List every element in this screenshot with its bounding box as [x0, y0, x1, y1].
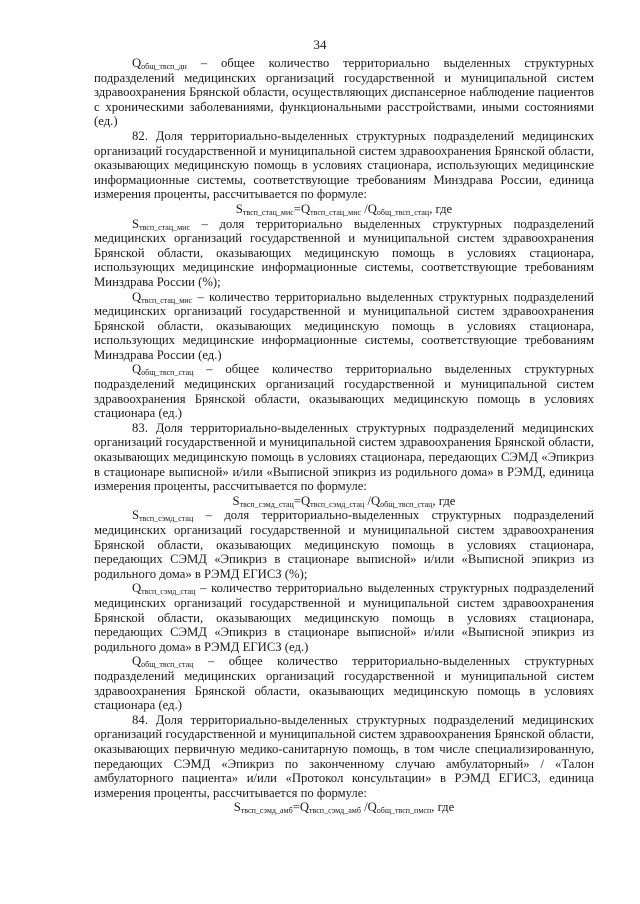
- numbered-paragraph: [94, 129, 594, 202]
- formula: [94, 800, 594, 815]
- formula-symbol: S: [232, 493, 240, 508]
- paragraph-text: 84. Доля территориально-выделенных структурных подразделений медицинских организаций государственной и муниципальной систем здравоохранения Брянской области, оказывающих первичную медико-санитарную помощь, в том числе специализированную, передающих СЭМД «Эпикриз по законченному случаю амбулаторный» / «Талон амбулаторного пациента» и/или «Протокол консультации» в РЭМД ЕГИСЗ, единица измерения проценты, рассчитывается по формуле:: [94, 712, 594, 800]
- formula-symbol: =Q: [293, 201, 311, 216]
- variable-definition: [94, 56, 594, 129]
- paragraph-text: – общее количество территориально выделенных структурных подразделений медицинских организаций государственной и муниципальной систем здравоохранения Брянской области, осуществляющих диспансерное наблюдение пациентов с хроническими заболеваниями, функциональными расстройствами, иными состояниями (ед.): [94, 56, 594, 129]
- variable-definition: [94, 217, 594, 290]
- variable-definition: [94, 290, 594, 363]
- variable-subscript: общ_твсп_стац: [141, 660, 194, 670]
- numbered-paragraph: [94, 713, 594, 801]
- formula-subscript: твсп_стац_мис: [310, 207, 362, 217]
- formula-subscript: твсп_сэмд_амб: [309, 806, 361, 816]
- formula-subscript: твсп_сэмд_стац: [310, 499, 365, 509]
- formula-symbol: /Q: [360, 800, 377, 815]
- variable-subscript: твсп_стац_мис: [139, 222, 190, 232]
- paragraph-text: – количество территориально выделенных структурных подразделений медицинских организаций государственной и муниципальной систем здравоохранения Брянской области, оказывающих медицинскую помощь в условиях стационара, передающих СЭМД «Эпикриз в стационаре выписной» и/или «Выписной эпикриз из родильного дома» в РЭМД ЕГИСЗ (ед.): [94, 581, 594, 654]
- variable-subscript: твсп_стац_мис: [141, 295, 193, 305]
- formula-subscript: твсп_сэмд_стац: [239, 499, 294, 509]
- variable-subscript: общ_твсп_дн: [141, 62, 187, 71]
- variable-symbol: Q: [132, 581, 142, 596]
- formula-subscript: общ_твсп_пмсп: [376, 806, 432, 816]
- paragraph-text: 83. Доля территориально-выделенных структурных подразделений медицинских организаций государственной и муниципальной систем здравоохранения Брянской области, оказывающих медицинскую помощь в условиях стационара, передающих СЭМД «Эпикриз в стационаре выписной» и/или «Выписной эпикриз из родильного дома» в РЭМД, единица измерения проценты, рассчитывается по формуле:: [94, 420, 594, 494]
- formula-symbol: /Q: [361, 201, 377, 216]
- formula-symbol: /Q: [364, 493, 381, 508]
- formula-symbol: S: [233, 800, 241, 815]
- variable-subscript: общ_твсп_стац: [141, 368, 194, 378]
- formula-subscript: твсп_сэмд_амб: [240, 806, 293, 816]
- variable-definition: [94, 508, 594, 581]
- variable-symbol: S: [132, 508, 140, 523]
- formula-subscript: твсп_стац_мис: [242, 207, 294, 217]
- formula: [94, 202, 594, 217]
- paragraph-text: – общее количество территориально-выделенных структурных подразделений медицинских организаций государственной и муниципальной систем здравоохранения Брянской области, оказывающих медицинскую помощь в условиях стационара (ед.): [94, 654, 594, 713]
- formula-symbol: =Q: [292, 800, 310, 815]
- paragraph-text: 82. Доля территориально-выделенных структурных подразделений медицинских организаций государственной и муниципальной систем здравоохранения Брянской области, оказывающих медицинскую помощь в условиях стационара, использующих медицинские информационные системы, соответствующие требованиям Минздрава России, единица измерения проценты, рассчитывается по формуле:: [94, 128, 594, 202]
- formula-symbol: S: [235, 201, 243, 216]
- variable-definition: [94, 654, 594, 712]
- formula-subscript: общ_твсп_стац: [376, 207, 430, 217]
- formula: [94, 494, 594, 509]
- formula-subscript: общ_твсп_стац: [380, 499, 433, 509]
- document-body: [94, 56, 594, 815]
- variable-definition: [94, 581, 594, 654]
- variable-definition: [94, 362, 594, 420]
- formula-tail: , где: [429, 201, 453, 216]
- formula-tail: , где: [431, 800, 455, 815]
- paragraph-text: – количество территориально выделенных структурных подразделений медицинских организаций государственной и муниципальной систем здравоохранения Брянской области, оказывающих медицинскую помощь в условиях стационара, использующих медицинские информационные системы, соответствующие требованиям Минздрава России (ед.): [94, 289, 594, 362]
- paragraph-text: – доля территориально выделенных структурных подразделений медицинских организаций государственной и муниципальной систем здравоохранения Брянской области, оказывающих медицинскую помощь в условиях стационара, использующих медицинские информационные системы, соответствующие требованиям Минздрава России (%);: [94, 216, 594, 289]
- variable-symbol: Q: [132, 289, 142, 304]
- variable-symbol: Q: [132, 56, 142, 70]
- variable-subscript: твсп_сэмд_стац: [139, 514, 194, 524]
- formula-symbol: =Q: [293, 493, 311, 508]
- paragraph-text: – общее количество территориально выделенных структурных подразделений медицинских организаций государственной и муниципальной систем здравоохранения Брянской области, оказывающих медицинскую помощь в условиях стационара (ед.): [94, 362, 594, 421]
- variable-subscript: твсп_сэмд_стац: [141, 587, 196, 597]
- variable-symbol: Q: [132, 654, 142, 669]
- formula-tail: , где: [432, 493, 456, 508]
- numbered-paragraph: [94, 421, 594, 494]
- paragraph-text: – доля территориально-выделенных структурных подразделений медицинских организаций государственной и муниципальной систем здравоохранения Брянской области, оказывающих медицинскую помощь в условиях стационара, передающих СЭМД «Эпикриз в стационаре выписной» и/или «Выписной эпикриз из родильного дома» в РЭМД ЕГИСЗ (%);: [94, 508, 594, 581]
- page-number: 34: [313, 37, 327, 52]
- variable-symbol: S: [132, 216, 140, 231]
- variable-symbol: Q: [132, 362, 142, 377]
